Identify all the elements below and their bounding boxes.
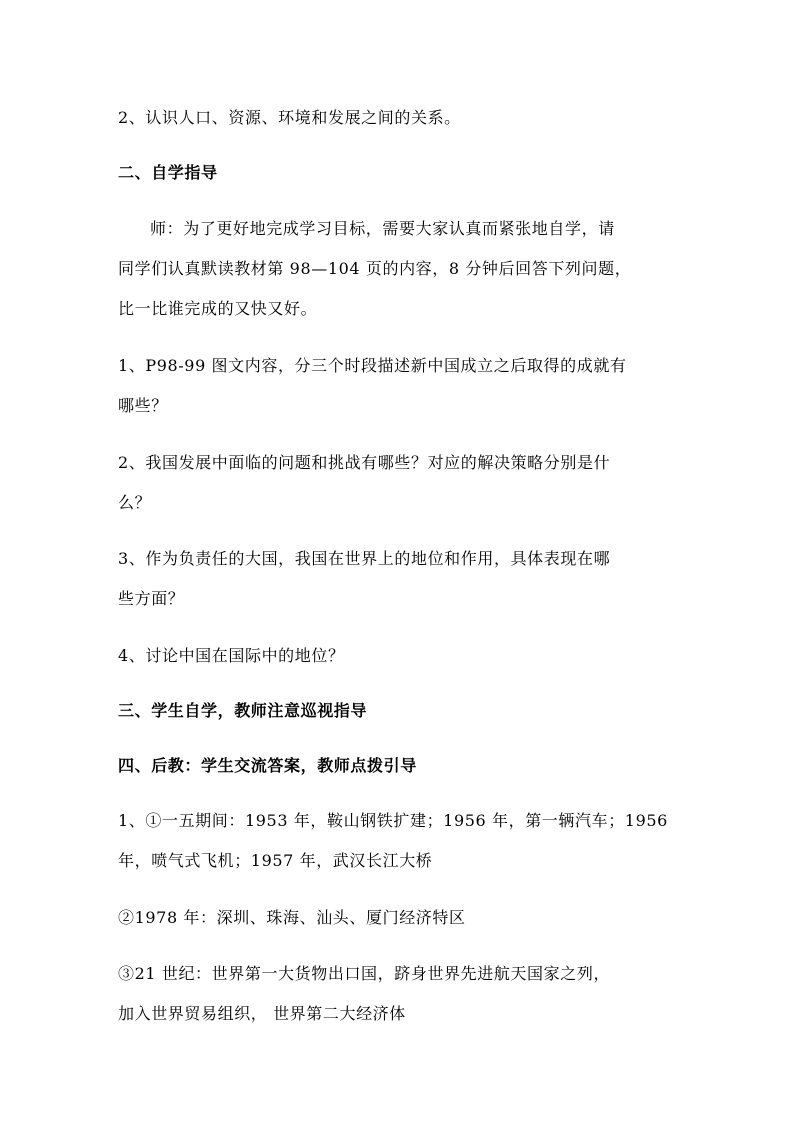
answer-1-line-1: 1、①一五期间：1953 年，鞍山钢铁扩建；1956 年，第一辆汽车；1956	[118, 811, 668, 830]
section-heading-after-teaching: 四、后教：学生交流答案，教师点拨引导	[118, 756, 417, 775]
teacher-instruction-line-2: 同学们认真默读教材第 98—104 页的内容，8 分钟后回答下列问题，	[118, 259, 632, 278]
question-2-line-1: 2、我国发展中面临的问题和挑战有哪些？对应的解决策略分别是什	[118, 453, 611, 472]
question-2-line-2: 么？	[118, 493, 152, 512]
section-heading-self-study-guide: 二、自学指导	[118, 163, 218, 182]
question-4: 4、讨论中国在国际中的地位？	[118, 646, 345, 665]
section-heading-student-self-study: 三、学生自学，教师注意巡视指导	[118, 701, 368, 720]
question-1-line-2: 哪些？	[118, 396, 168, 415]
teacher-instruction-line-3: 比一比谁完成的又快又好。	[118, 299, 318, 318]
answer-3-line-1: ③21 世纪：世界第一大货物出口国，跻身世界先进航天国家之列，	[118, 964, 611, 983]
question-3-line-2: 些方面？	[118, 589, 185, 608]
question-1-line-1: 1、P98-99 图文内容，分三个时段描述新中国成立之后取得的成就有	[118, 356, 627, 375]
answer-1-line-2: 年，喷气式飞机；1957 年，武汉长江大桥	[118, 851, 433, 870]
answer-2: ②1978 年：深圳、珠海、汕头、厦门经济特区	[118, 908, 466, 927]
answer-3-line-2: 加入世界贸易组织， 世界第二大经济体	[118, 1004, 406, 1023]
question-3-line-1: 3、作为负责任的大国，我国在世界上的地位和作用，具体表现在哪	[118, 549, 611, 568]
objective-2: 2、认识人口、资源、环境和发展之间的关系。	[118, 108, 461, 127]
teacher-instruction-line-1: 师：为了更好地完成学习目标，需要大家认真而紧张地自学，请	[150, 219, 615, 238]
